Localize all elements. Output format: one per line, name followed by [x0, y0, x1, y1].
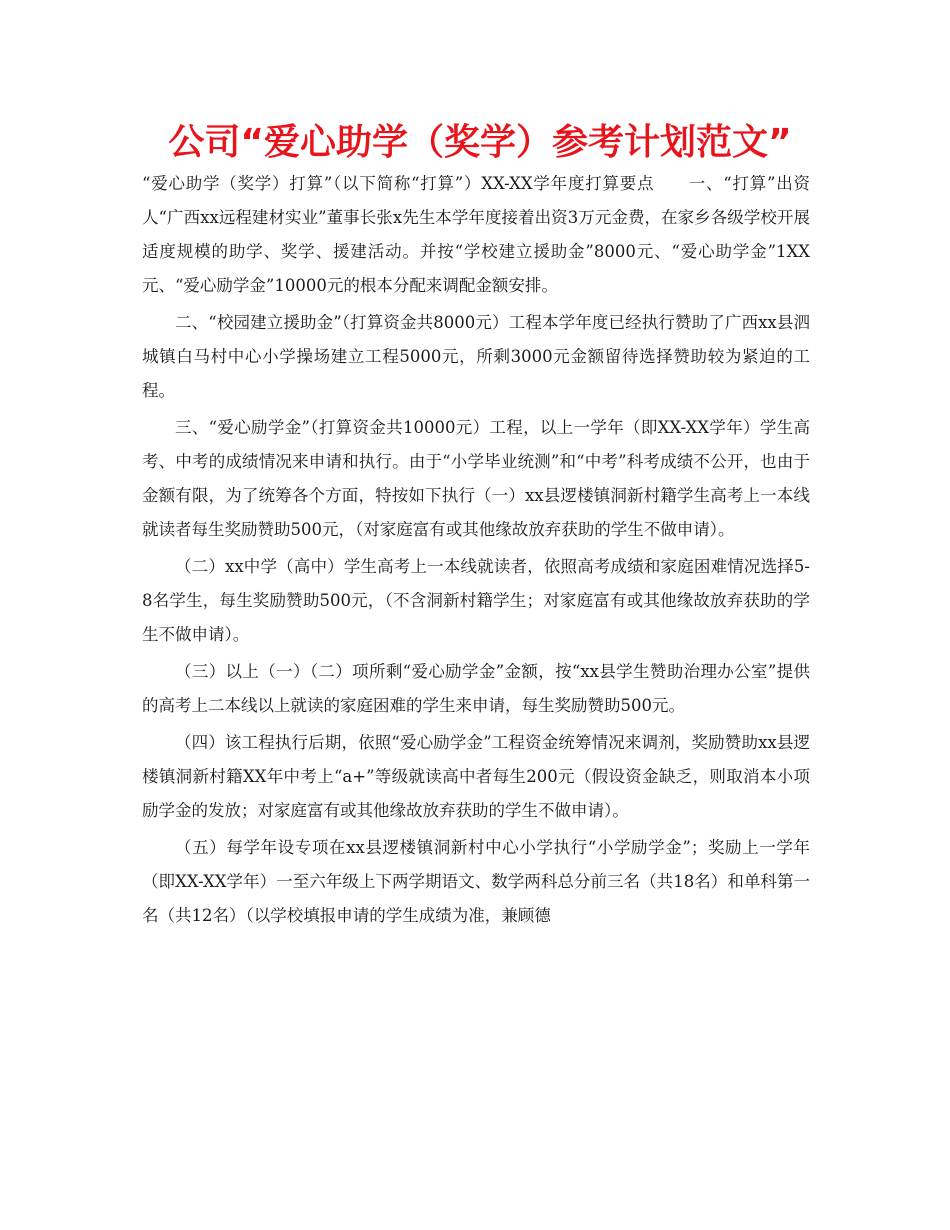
- paragraph-intro: “爱心助学（奖学）打算”（以下简称“打算”）XX-XX学年度打算要点 一、“打算”出资人“广西xx远程建材实业”董事长张x先生本学年度接着出资3万元金费，在家乡各级学校开展适度规模的助学、奖学、援建活动。并按“学校建立援助金”8000元、“爱心助学金”1XX元、“爱心励学金”10000元的根本分配来调配金额安排。: [142, 174, 810, 295]
- paragraph-item-4: （四）该工程执行后期，依照“爱心励学金”工程资金统筹情况来调剂，奖励赞助xx县逻楼镇洞新村籍XX年中考上“a+”等级就读高中者每生200元（假设资金缺乏，则取消本小项励学金的发放；对家庭富有或其他缘故放弃获助的学生不做申请）。: [142, 733, 810, 820]
- paragraph-item-2: （二）xx中学（高中）学生高考上一本线就读者，依照高考成绩和家庭困难情况选择5-8名学生，每生奖励赞助500元，（不含洞新村籍学生；对家庭富有或其他缘故放弃获助的学生不做申请）。: [142, 557, 810, 644]
- document-body: [142, 167, 810, 933]
- paragraph-item-5: （五）每学年设专项在xx县逻楼镇洞新村中心小学执行“小学励学金”；奖励上一学年（即XX-XX学年）一至六年级上下两学期语文、数学两科总分前三名（共18名）和单科第一名（共12名）（以学校填报申请的学生成绩为准，兼顾德: [142, 838, 810, 925]
- paragraph-item-3: （三）以上（一）（二）项所剩“爱心励学金”金额，按“xx县学生赞助治理办公室”提供的高考上二本线以上就读的家庭困难的学生来申请，每生奖励赞助500元。: [142, 662, 810, 715]
- paragraph-section-2: 二、“校园建立援助金”（打算资金共8000元）工程本学年度已经执行赞助了广西xx县泗城镇白马村中心小学操场建立工程5000元，所剩3000元金额留待选择赞助较为紧迫的工程。: [142, 313, 810, 400]
- paragraph-section-3: 三、“爱心励学金”（打算资金共10000元）工程，以上一学年（即XX-XX学年）学生高考、中考的成绩情况来申请和执行。由于“小学毕业统测”和“中考”科考成绩不公开，也由于金额有限，为了统筹各个方面，特按如下执行（一）xx县逻楼镇洞新村籍学生高考上一本线就读者每生奖励赞助500元，（对家庭富有或其他缘故放弃获助的学生不做申请）。: [142, 418, 810, 539]
- document-title: 公司“爱心助学（奖学）参考计划范文”: [168, 122, 792, 163]
